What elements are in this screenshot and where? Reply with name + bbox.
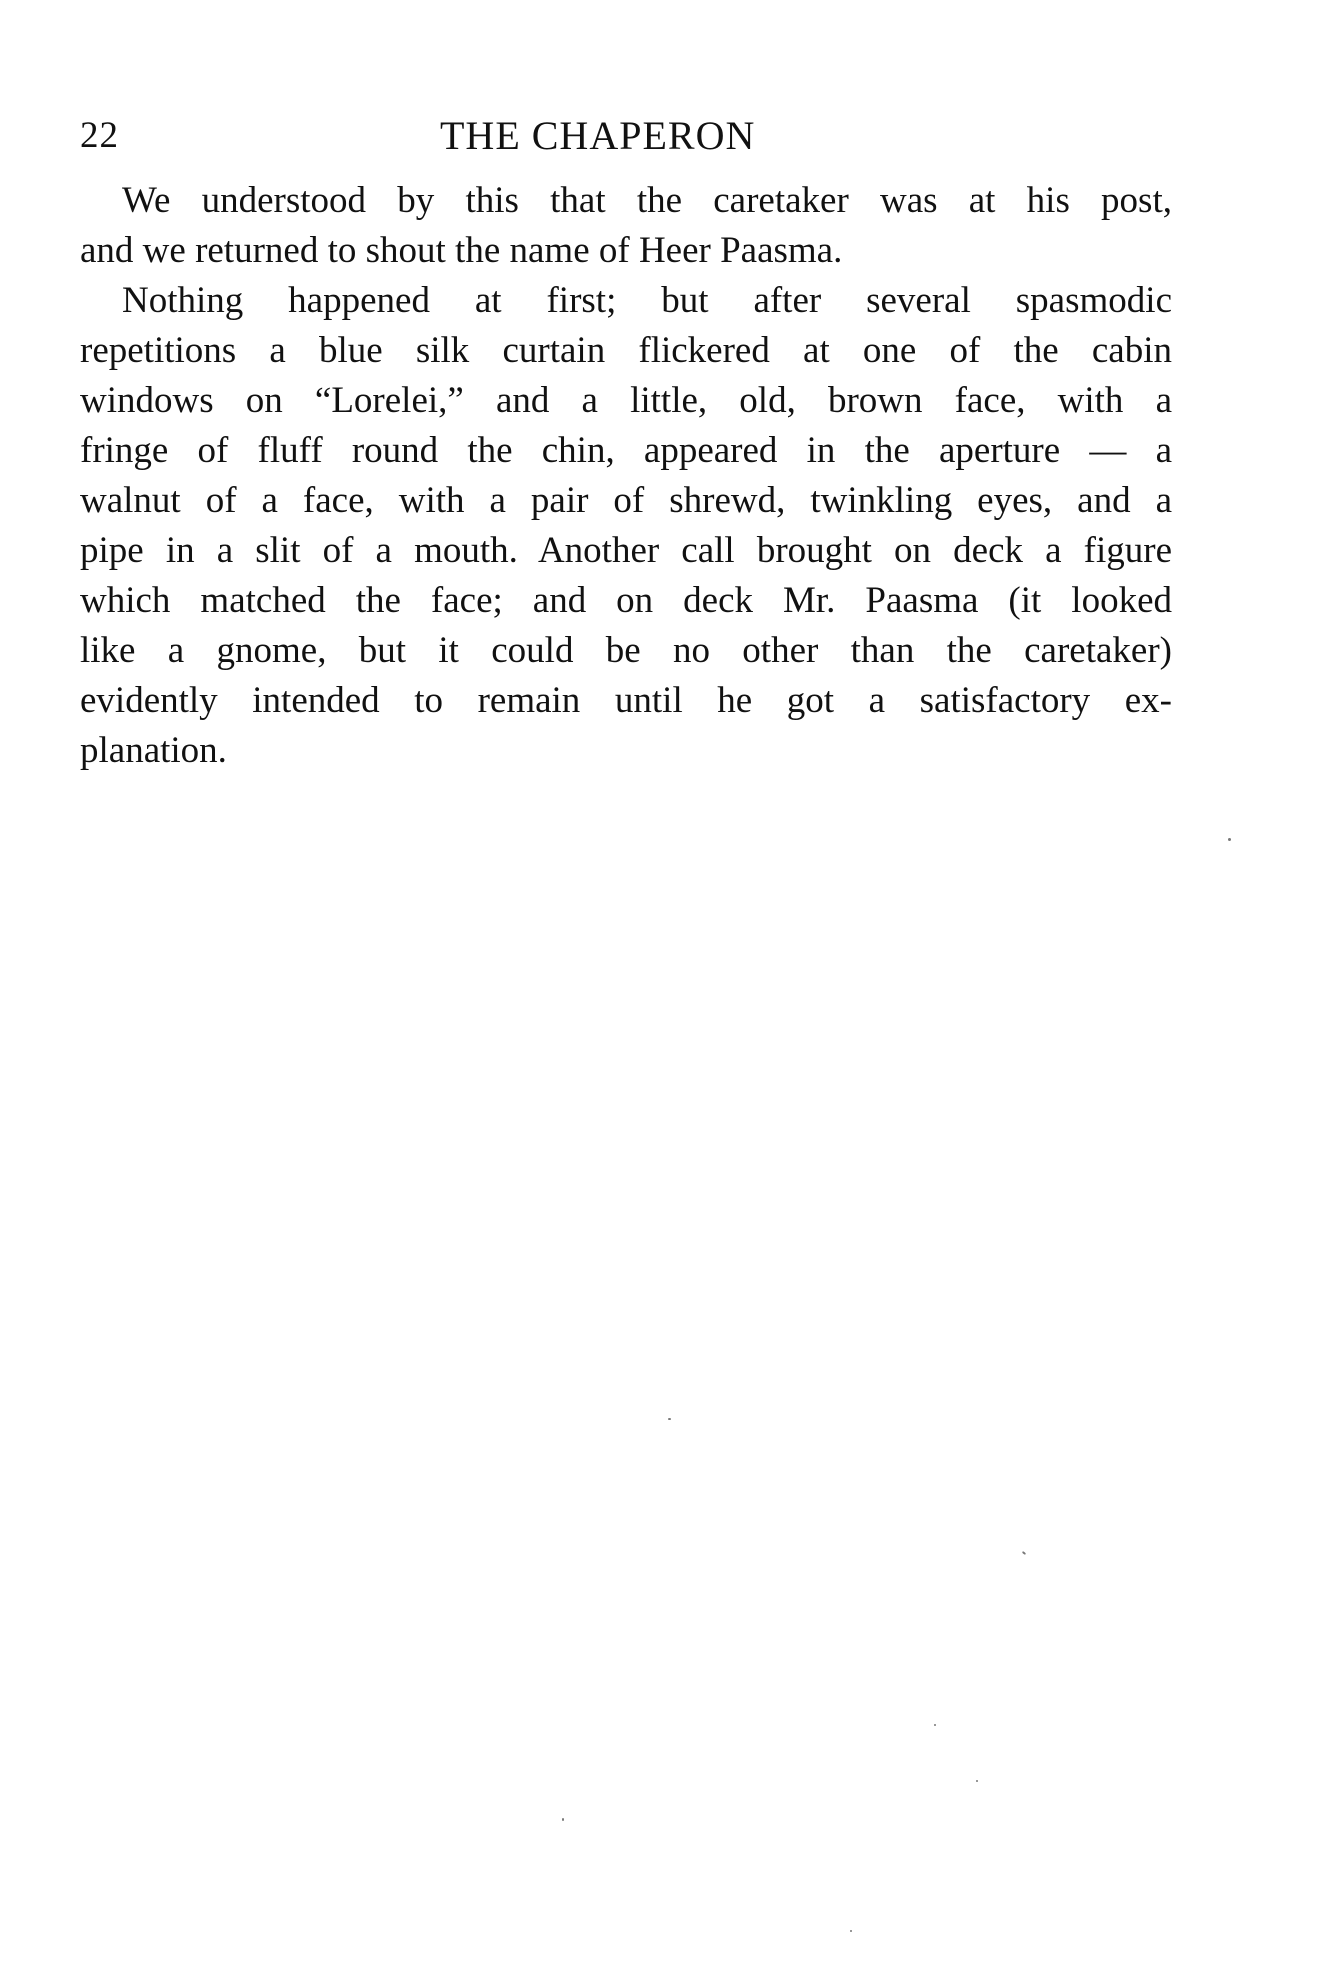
text-line: fringe of fluff round the chin, appeared in the aperture — a bbox=[80, 430, 1172, 471]
text-line: Nothing happened at first; but after several spasmodic bbox=[122, 280, 1172, 321]
text-line: windows on “Lorelei,” and a little, old, brown face, with a bbox=[80, 380, 1172, 421]
text-line: evidently intended to remain until he got a satisfactory ex- bbox=[80, 680, 1172, 721]
running-head bbox=[80, 112, 1180, 160]
text-line: pipe in a slit of a mouth. Another call brought on deck a figure bbox=[80, 530, 1172, 571]
scan-speck bbox=[850, 1930, 852, 1932]
text-line: We understood by this that the caretaker was at his post, bbox=[122, 180, 1172, 221]
scan-speck bbox=[562, 1818, 564, 1821]
text-line: planation. bbox=[80, 730, 227, 771]
body-text bbox=[80, 176, 1172, 776]
paragraph-1 bbox=[80, 176, 1172, 276]
text-line: which matched the face; and on deck Mr. Paasma (it looked bbox=[80, 580, 1172, 621]
text-line: like a gnome, but it could be no other than the caretaker) bbox=[80, 630, 1172, 671]
text-line: repetitions a blue silk curtain flickered at one of the cabin bbox=[80, 330, 1172, 371]
scan-speck bbox=[934, 1724, 936, 1726]
text-line: and we returned to shout the name of Heer Paasma. bbox=[80, 230, 843, 271]
scan-speck bbox=[1022, 1551, 1026, 1555]
scan-speck bbox=[1228, 838, 1231, 841]
text-line: walnut of a face, with a pair of shrewd, twinkling eyes, and a bbox=[80, 480, 1172, 521]
page-number: 22 bbox=[80, 115, 119, 156]
scan-speck bbox=[976, 1780, 978, 1782]
book-title: THE CHAPERON bbox=[440, 113, 756, 158]
paragraph-2 bbox=[80, 276, 1172, 776]
scan-speck bbox=[668, 1418, 671, 1420]
